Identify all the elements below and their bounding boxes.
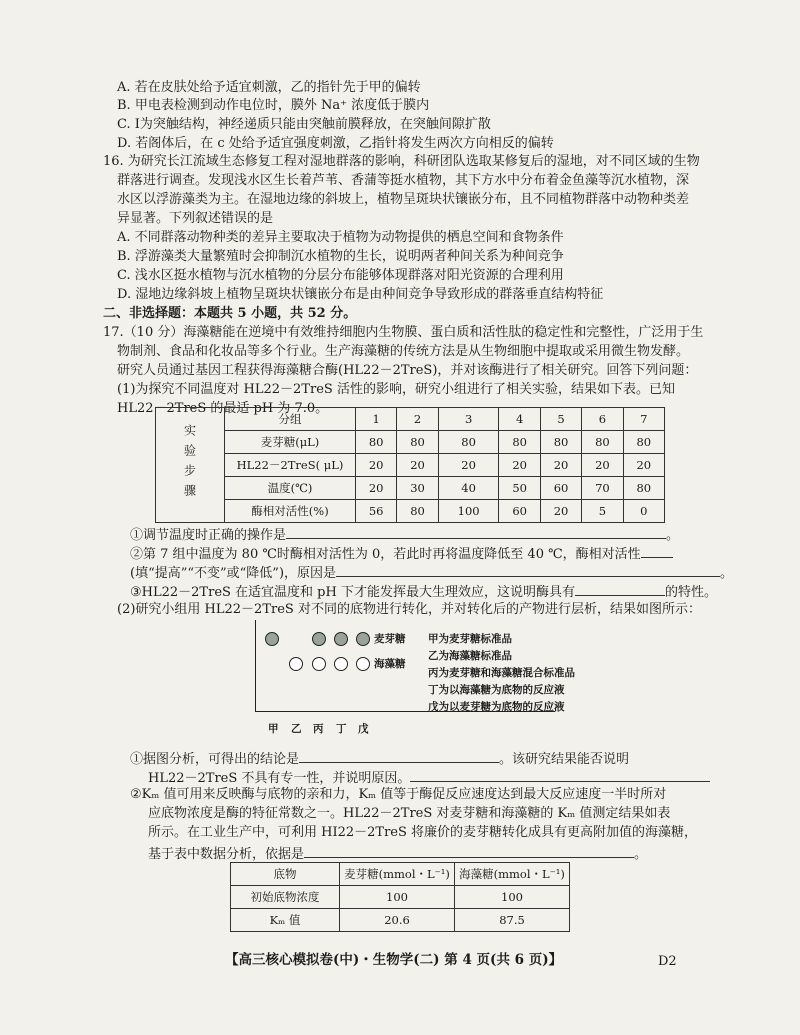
legend-item: 丙为麦芽糖和海藻糖混合标准品	[428, 667, 575, 679]
q17-stem-line: 17.（10 分）海藻糖能在逆境中有效维持细胞内生物膜、蛋白质和活性肽的稳定性和完整性，广泛用于生	[103, 325, 704, 340]
table-cell: 20	[499, 454, 540, 477]
table-cell: 80	[623, 431, 664, 454]
table-cell: 80	[623, 477, 664, 500]
q15-option-a: A. 若在皮肤处给予适宜刺激，乙的指针先于甲的偏转	[117, 80, 421, 95]
table-cell: 80	[397, 500, 438, 523]
table-cell: 87.5	[455, 909, 570, 932]
legend-item: 乙为海藻糖标准品	[428, 650, 512, 662]
q16-stem-line: 16. 为研究长江流域生态修复工程对湿地群落的影响，科研团队选取某修复后的湿地，对不同区域的生物	[103, 154, 700, 169]
q17-stem-line: 物制剂、食品和化妆品等多个行业。生产海藻糖的传统方法是从生物细胞中提取或采用微生物发酵。	[117, 344, 690, 359]
table-cell: 5	[582, 500, 623, 523]
trehalose-spot-wu	[356, 657, 370, 671]
footer-title: 【高三核心模拟卷(中)・生物学(二)	[225, 952, 440, 968]
q17-sub5-line: 应底物浓度是酶的特征常数之一。HL22－2TreS 对麦芽糖和海藻糖的 Kₘ 值测定结果如表	[148, 806, 671, 821]
table-header-cell: 1	[356, 408, 397, 431]
figure-y-axis	[255, 620, 256, 712]
table-cell: 60	[499, 500, 540, 523]
table-cell: 40	[438, 477, 499, 500]
table-header-cell: 海藻糖(mmol・L⁻¹)	[455, 863, 570, 886]
x-label: 戊	[358, 723, 369, 735]
table-cell: 100	[340, 886, 455, 909]
footer-page: 第 4 页(共 6 页)】	[444, 952, 563, 968]
trehalose-row-label: 海藻糖	[374, 658, 406, 670]
table-cell: 30	[397, 477, 438, 500]
q17-sub5-line: ②Kₘ 值可用来反映酶与底物的亲和力，Kₘ 值等于酶促反应速度达到最大反应速度一半时所对	[130, 787, 667, 802]
table-cell: 20	[582, 454, 623, 477]
table-cell: 20	[438, 454, 499, 477]
table-cell: Kₘ 值	[231, 909, 340, 932]
legend-item: 戊为以麦芽糖为底物的反应液	[428, 701, 565, 713]
maltose-spot-jia	[265, 632, 279, 646]
table-header-cell: 3	[438, 408, 499, 431]
table-side-label: 实验步骤	[156, 408, 225, 523]
table-header-cell: 麦芽糖(mmol・L⁻¹)	[340, 863, 455, 886]
q16-option-b: B. 浮游藻类大量繁殖时会抑制沉水植物的生长，说明两者种间关系为种间竞争	[117, 249, 564, 264]
table-cell: 60	[540, 477, 581, 500]
q17-part2: (2)研究小组用 HL22－2TreS 对不同的底物进行转化，并对转化后的产物进行层析，结果如图所示：	[117, 602, 701, 617]
table-header-cell: 4	[499, 408, 540, 431]
table-row	[156, 477, 665, 500]
legend-item: 甲为麦芽糖标准品	[428, 633, 512, 645]
table-header-cell: 5	[540, 408, 581, 431]
maltose-spot-bing	[312, 632, 326, 646]
table-cell: 酶相对活性(%)	[225, 500, 356, 523]
table-cell: 温度(℃)	[225, 477, 356, 500]
q16-option-d: D. 湿地边缘斜坡上植物呈斑块状镶嵌分布是由种间竞争导致形成的群落垂直结构特征	[117, 287, 604, 302]
footer	[225, 951, 562, 969]
table-cell: HL22－2TreS( μL)	[225, 454, 356, 477]
q17-sub2b: (填“提高”“不变”或“降低”)，原因是 。	[130, 562, 733, 583]
table-cell: 20	[356, 477, 397, 500]
maltose-spot-ding	[334, 632, 348, 646]
answer-blank[interactable]	[575, 581, 665, 596]
table-cell: 20	[623, 454, 664, 477]
table-header-cell: 6	[582, 408, 623, 431]
answer-blank[interactable]	[641, 543, 673, 558]
answer-blank[interactable]	[304, 843, 634, 858]
table-cell: 20	[356, 454, 397, 477]
maltose-spot-wu	[356, 632, 370, 646]
table-cell: 20	[540, 500, 581, 523]
table-row	[156, 454, 665, 477]
table-cell: 80	[438, 431, 499, 454]
trehalose-spot-bing	[312, 657, 326, 671]
table-header-cell: 分组	[225, 408, 356, 431]
table-header-cell: 2	[397, 408, 438, 431]
table-cell: 0	[623, 500, 664, 523]
footer-code: D2	[658, 954, 677, 969]
trehalose-spot-ding	[334, 657, 348, 671]
q17-sub1: ①调节温度时正确的操作是 。	[130, 524, 679, 545]
q15-option-c: C. Ⅰ为突触结构，神经递质只能由突触前膜释放，在突触间隙扩散	[117, 117, 491, 132]
q17-sub4a: ①据图分析，可得出的结论是 。该研究结果能否说明	[130, 748, 629, 769]
table-cell: 80	[356, 431, 397, 454]
q17-sub5-line: 基于表中数据分析，依据是 。	[148, 843, 647, 864]
x-label: 甲	[268, 723, 279, 735]
table-header-cell: 7	[623, 408, 664, 431]
q17-part1-line: HL22－2TreS 的最适 pH 为 7.0。	[117, 401, 329, 416]
table-cell: 50	[499, 477, 540, 500]
answer-blank[interactable]	[286, 524, 666, 539]
table-row	[231, 886, 570, 909]
table-cell: 20.6	[340, 909, 455, 932]
table-cell: 80	[397, 431, 438, 454]
x-label: 丙	[313, 723, 324, 735]
q17-sub3: ③HL22－2TreS 在适宜温度和 pH 下才能发挥最大生理效应，这说明酶具有 的特性。	[130, 581, 717, 602]
legend-item: 丁为以海藻糖为底物的反应液	[428, 684, 565, 696]
maltose-row-label: 麦芽糖	[374, 633, 406, 645]
table-header-cell: 底物	[231, 863, 340, 886]
q17-part1-line: (1)为探究不同温度对 HL22－2TreS 活性的影响，研究小组进行了相关实验，结果如下表。已知	[117, 382, 675, 397]
x-label: 丁	[336, 723, 347, 735]
answer-blank[interactable]	[410, 767, 710, 782]
km-table	[230, 862, 570, 932]
q17-sub4c: HL22－2TreS 不具有专一性，并说明原因。	[148, 767, 710, 788]
q17-sub5-line: 所示。在工业生产中，可利用 HI22－2TreS 将廉价的麦芽糖转化成具有更高附加值的海藻糖，	[148, 825, 698, 840]
section-heading: 二、非选择题：本题共 5 小题，共 52 分。	[103, 306, 357, 321]
q15-option-d: D. 若阁体后，在 c 处给予适宜强度刺激，乙指针将发生两次方向相反的偏转	[117, 136, 554, 151]
table-cell: 80	[540, 431, 581, 454]
table-cell: 麦芽糖(μL)	[225, 431, 356, 454]
q16-stem-line: 群落进行调查。发现浅水区生长着芦苇、香蒲等挺水植物，其下方水中分布着金鱼藻等沉水植物，深	[117, 173, 690, 188]
q17-sub2a: ②第 7 组中温度为 80 ℃时酶相对活性为 0，若此时再将温度降低至 40 ℃，酶相对活性	[130, 543, 673, 564]
table-row	[231, 909, 570, 932]
table-cell: 20	[540, 454, 581, 477]
q16-option-c: C. 浅水区挺水植物与沉水植物的分层分布能够体现群落对阳光资源的合理利用	[117, 268, 564, 283]
q16-stem-line: 异显著。下列叙述错误的是	[117, 211, 274, 226]
q17-stem-line: 研究人员通过基因工程获得海藻糖合酶(HL22－2TreS)，并对该酶进行了相关研究。回答下列问题：	[117, 363, 698, 378]
temperature-experiment-table	[155, 407, 665, 523]
table-cell: 80	[499, 431, 540, 454]
q16-option-a: A. 不同群落动物种类的差异主要取决于植物为动物提供的栖息空间和食物条件	[117, 230, 564, 245]
x-label: 乙	[291, 723, 302, 735]
q16-stem-line: 水区以浮游藻类为主。在湿地边缘的斜坡上，植物呈斑块状镶嵌分布，且不同植物群落中动物种类差	[117, 192, 690, 207]
table-cell: 100	[438, 500, 499, 523]
table-cell: 80	[582, 431, 623, 454]
table-cell: 100	[455, 886, 570, 909]
table-cell: 初始底物浓度	[231, 886, 340, 909]
table-cell: 56	[356, 500, 397, 523]
table-cell: 20	[397, 454, 438, 477]
trehalose-spot-yi	[289, 657, 303, 671]
table-cell: 70	[582, 477, 623, 500]
table-row	[156, 500, 665, 523]
answer-blank[interactable]	[336, 562, 720, 577]
answer-blank[interactable]	[299, 748, 499, 763]
q15-option-b: B. 甲电表检测到动作电位时，膜外 Na⁺ 浓度低于膜内	[117, 98, 430, 113]
table-row	[156, 431, 665, 454]
